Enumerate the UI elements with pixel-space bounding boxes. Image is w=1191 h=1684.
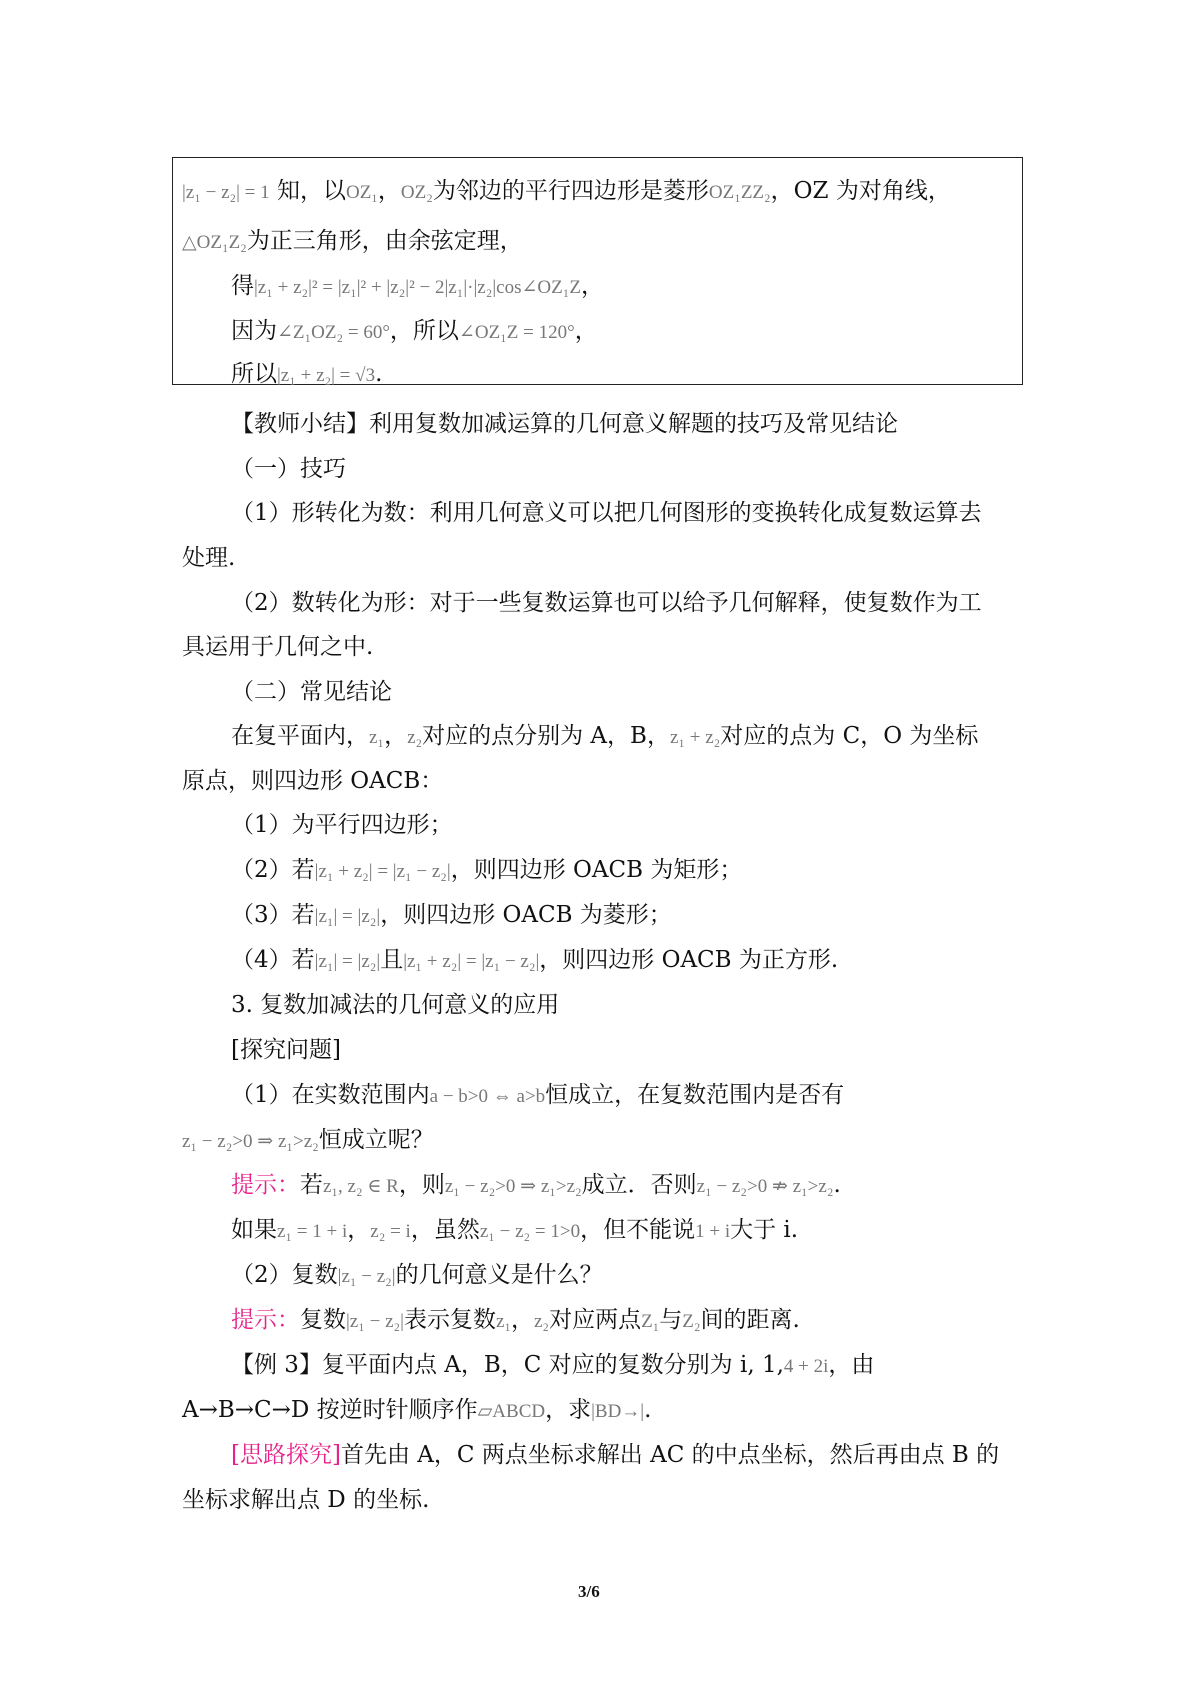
math: z₁ xyxy=(369,727,385,748)
box-line-5 xyxy=(231,355,382,388)
math: |z₁ − z₂| xyxy=(346,1311,404,1332)
box-line-4 xyxy=(231,312,598,345)
math: |z₁ − z₂| = 1 xyxy=(182,182,270,203)
math: z₁ + z₂ xyxy=(669,727,721,748)
text: 【例 3】复平面内点 A，B，C 对应的复数分别为 i, 1, xyxy=(231,1352,784,1378)
paragraph: 处理. xyxy=(182,545,236,571)
math: z₂ xyxy=(407,727,423,748)
hint-label: 提示： xyxy=(231,1172,300,1198)
question xyxy=(231,1076,844,1109)
text: 恒成立，在复数范围内是否有 xyxy=(545,1082,845,1108)
text: 复数 xyxy=(300,1307,346,1333)
list-item xyxy=(231,941,838,974)
list-item xyxy=(231,896,672,929)
math: |BD→| xyxy=(591,1401,645,1422)
text: 且 xyxy=(380,947,404,973)
paragraph: 原点，则四边形 OACB： xyxy=(182,768,444,794)
math: 4 + 2i xyxy=(783,1356,829,1377)
text: 表示复数 xyxy=(403,1307,496,1333)
text: 如果 xyxy=(231,1217,277,1243)
math: z₁, z₂ ∈ R xyxy=(323,1176,399,1197)
section-title: 3. 复数加减法的几何意义的应用 xyxy=(231,992,560,1018)
math: ▱ABCD xyxy=(477,1401,546,1422)
text: 成立．否则 xyxy=(581,1172,697,1198)
math: |z₁ + z₂| = |z₁ − z₂| xyxy=(314,861,451,882)
text: 对应的点分别为 A，B， xyxy=(422,723,670,749)
text: ，但不能说 xyxy=(580,1217,696,1243)
math: |z₁| = |z₂| xyxy=(314,951,381,972)
idea xyxy=(231,1436,999,1469)
text: ， xyxy=(574,318,598,344)
text: 与 xyxy=(659,1307,683,1333)
text: ，则四边形 OACB 为矩形； xyxy=(450,857,743,883)
text: 恒成立呢？ xyxy=(318,1127,434,1153)
text: ，OZ 为对角线， xyxy=(770,178,951,204)
list-item xyxy=(231,851,742,884)
page-number: 3/6 xyxy=(578,1582,600,1601)
math: ∠Z₁OZ₂ = 60° xyxy=(277,322,390,343)
math: Z₁ xyxy=(641,1311,660,1332)
math: z₁ − z₂>0 ⇒ z₁>z₂ xyxy=(444,1176,582,1197)
text: （2）若 xyxy=(231,857,315,883)
box-line-1 xyxy=(182,172,951,205)
text: ，则四边形 OACB 为菱形； xyxy=(380,902,672,928)
paragraph: 坐标求解出点 D 的坐标. xyxy=(182,1487,430,1513)
idea-label: [思路探究] xyxy=(231,1442,341,1468)
math: ∠OZ₁Z = 120° xyxy=(458,322,575,343)
text: 大于 i. xyxy=(730,1217,799,1243)
text: 为邻边的平行四边形是菱形 xyxy=(432,178,709,204)
math: z₂ xyxy=(534,1311,550,1332)
paragraph xyxy=(231,717,978,750)
hint-label: 提示： xyxy=(231,1307,300,1333)
text: ，虽然 xyxy=(410,1217,480,1243)
math: |z₁| = |z₂| xyxy=(314,906,381,927)
text: . xyxy=(375,361,383,387)
summary-title: 【教师小结】利用复数加减运算的几何意义解题的技巧及常见结论 xyxy=(231,411,898,437)
math: OZ₁ xyxy=(345,182,378,203)
math: |z₁ − z₂| xyxy=(337,1266,396,1287)
text: 间的距离. xyxy=(700,1307,800,1333)
math: z₂ = i xyxy=(370,1221,411,1242)
hint xyxy=(231,1166,841,1199)
box-line-2 xyxy=(182,222,523,255)
math: OZ₂ xyxy=(400,182,433,203)
text: （4）若 xyxy=(231,947,315,973)
math: z₁ − z₂>0 ⇏ z₁>z₂ xyxy=(696,1176,834,1197)
math: |z₁ + z₂| = √3 xyxy=(277,365,376,386)
math: OZ₁ZZ₂ xyxy=(708,182,771,203)
text: 知，以 xyxy=(269,178,346,204)
text: （3）若 xyxy=(231,902,315,928)
math: z₁ − z₂ = 1>0 xyxy=(479,1221,581,1242)
section-heading: （一）技巧 xyxy=(231,456,346,482)
text: ， xyxy=(347,1217,371,1243)
hint xyxy=(231,1301,800,1334)
math: △OZ₁Z₂ xyxy=(182,232,247,253)
math: |z₁ + z₂|² = |z₁|² + |z₂|² − 2|z₁|·|z₂|cos∠OZ₁Z xyxy=(254,277,581,298)
text: 为正三角形，由余弦定理， xyxy=(246,228,523,254)
section-heading: （二）常见结论 xyxy=(231,679,392,705)
text: ， xyxy=(580,273,604,299)
text: . xyxy=(833,1172,841,1198)
question xyxy=(182,1121,434,1154)
text: 因为 xyxy=(231,318,277,344)
example xyxy=(231,1346,874,1379)
math: a − b>0 ⇔ a>b xyxy=(429,1086,546,1107)
text: ，求 xyxy=(545,1397,592,1423)
text: . xyxy=(644,1397,652,1423)
text: 在复平面内， xyxy=(231,723,369,749)
text: ， xyxy=(511,1307,534,1333)
list-item: （1）为平行四边形； xyxy=(231,812,453,838)
math: z₁ − z₂>0 ⇒ z₁>z₂ xyxy=(182,1131,319,1152)
example xyxy=(182,1391,651,1424)
box-line-3 xyxy=(231,267,604,300)
text: 对应两点 xyxy=(549,1307,642,1333)
math: z₁ = 1 + i xyxy=(277,1221,348,1242)
text: ，由 xyxy=(828,1352,875,1378)
text: 得 xyxy=(231,273,254,299)
text: A→B→C→D 按逆时针顺序作 xyxy=(182,1397,478,1423)
text: ， xyxy=(377,178,401,204)
text: ，则 xyxy=(398,1172,445,1198)
paragraph: （2）数转化为形：对于一些复数运算也可以给予几何解释，使复数作为工 xyxy=(231,590,982,616)
math: 1 + i xyxy=(695,1221,731,1242)
text: ， xyxy=(384,723,408,749)
text: ，所以 xyxy=(389,318,459,344)
question xyxy=(231,1256,603,1289)
text: （1）在实数范围内 xyxy=(231,1082,430,1108)
text: 首先由 A，C 两点坐标求解出 AC 的中点坐标，然后再由点 B 的 xyxy=(340,1442,1000,1468)
math: |z₁ + z₂| = |z₁ − z₂| xyxy=(403,951,540,972)
hint xyxy=(231,1211,798,1244)
text: （2）复数 xyxy=(231,1262,338,1288)
math: z₁ xyxy=(495,1311,511,1332)
paragraph: （1）形转化为数：利用几何意义可以把几何图形的变换转化成复数运算去 xyxy=(231,500,982,526)
text: 的几何意义是什么？ xyxy=(395,1262,603,1288)
text: 对应的点为 C，O 为坐标 xyxy=(720,723,979,749)
math: Z₂ xyxy=(682,1311,701,1332)
text: 若 xyxy=(300,1172,323,1198)
paragraph: 具运用于几何之中. xyxy=(182,634,374,660)
explore-heading: [探究问题] xyxy=(231,1037,341,1063)
text: 所以 xyxy=(231,361,277,387)
text: ，则四边形 OACB 为正方形. xyxy=(539,947,839,973)
